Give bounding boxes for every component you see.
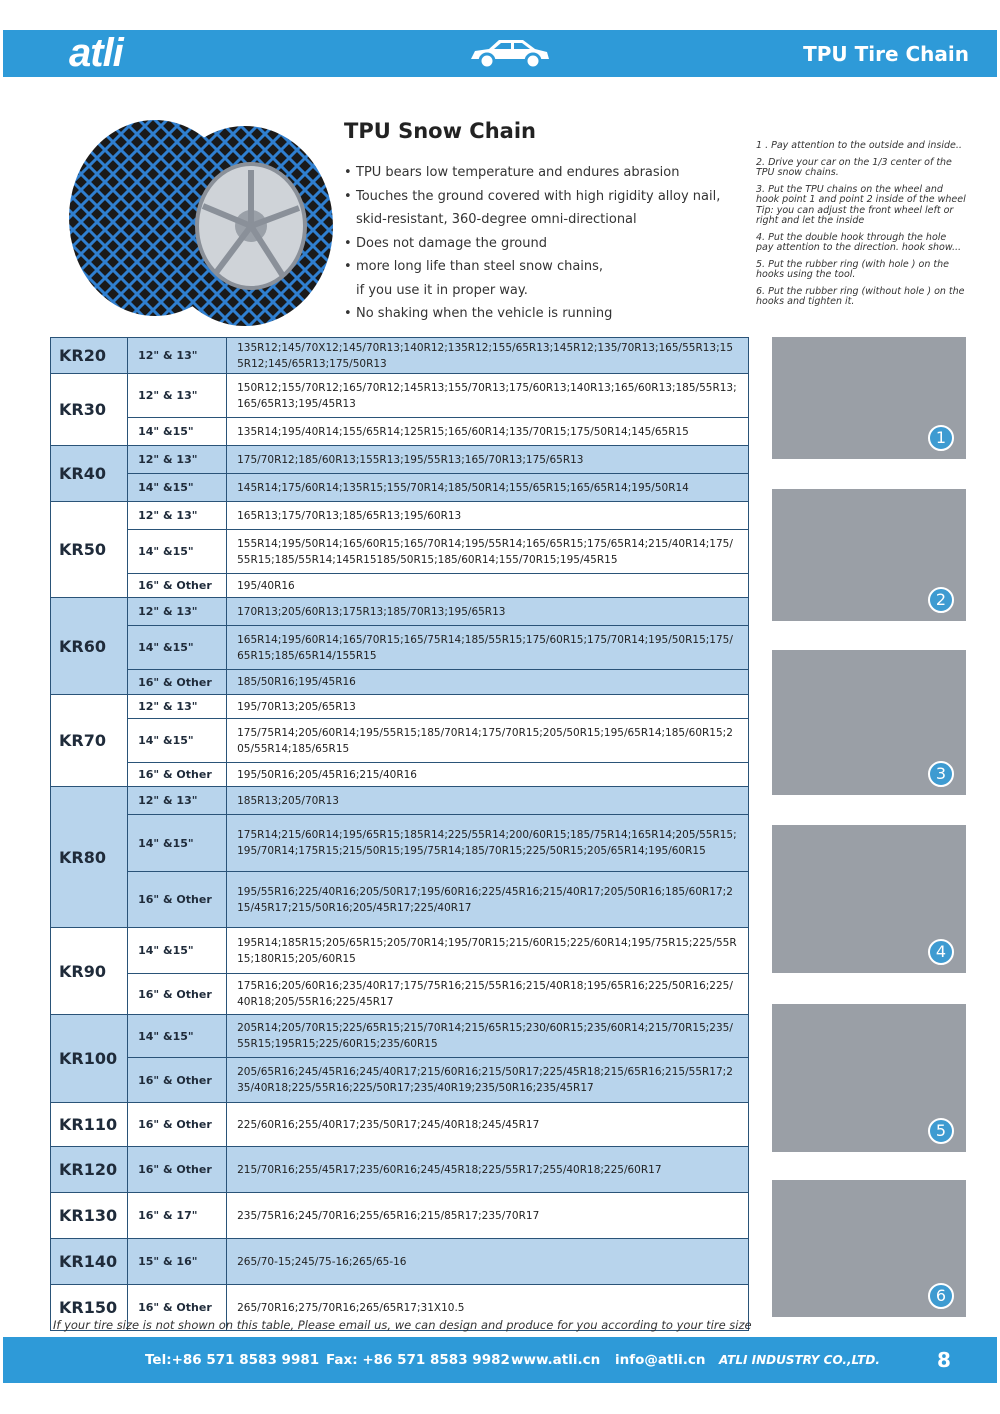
table-row	[51, 695, 749, 719]
model-cell: KR140	[51, 1239, 128, 1285]
rim-size-cell: 15" & 16"	[128, 1239, 227, 1285]
step-photo	[772, 825, 966, 973]
step-photo	[772, 489, 966, 621]
rim-size-cell: 14" &15"	[128, 1015, 227, 1058]
model-cell: KR20	[51, 338, 128, 374]
feature-item: • TPU bears low temperature and endures abrasion	[344, 165, 680, 180]
step-number: 1	[928, 425, 954, 451]
step-photo	[772, 1004, 966, 1152]
tire-sizes-cell: 195/55R16;225/40R16;205/50R17;195/60R16;225/45R16;215/40R17;205/50R16;185/60R17;215/45R17;215/50R16;205/45R17;225/40R17	[227, 872, 749, 928]
table-row	[51, 815, 749, 872]
rim-size-cell: 16" & Other	[128, 670, 227, 695]
step-item: 2. Drive your car on the 1/3 center of the TPU snow chains.	[756, 156, 952, 178]
step-number: 3	[928, 761, 954, 787]
tire-sizes-cell: 205R14;205/70R15;225/65R15;215/70R14;215/65R15;230/60R15;235/60R14;215/70R15;235/55R15;195R15;225/60R15;235/60R15	[227, 1015, 749, 1058]
tire-sizes-cell: 215/70R16;255/45R17;235/60R16;245/45R18;225/55R17;255/40R18;225/60R17	[227, 1147, 749, 1193]
step-item: 1 . Pay attention to the outside and inside..	[756, 140, 962, 151]
table-row	[51, 1239, 749, 1285]
website-link[interactable]: www.atli.cn	[511, 1352, 601, 1368]
tire-chain-illustration	[65, 118, 335, 328]
rim-size-cell: 12" & 13"	[128, 374, 227, 418]
table-row	[51, 474, 749, 502]
tire-sizes-cell: 185R13;205/70R13	[227, 787, 749, 815]
step-photo	[772, 337, 966, 459]
rim-size-cell: 12" & 13"	[128, 338, 227, 374]
model-cell: KR70	[51, 695, 128, 787]
feature-item: • No shaking when the vehicle is running	[344, 306, 613, 321]
table-row	[51, 626, 749, 670]
feature-item: if you use it in proper way.	[356, 282, 528, 298]
table-row	[51, 1147, 749, 1193]
step-number: 6	[928, 1283, 954, 1309]
table-row	[51, 719, 749, 763]
model-cell: KR130	[51, 1193, 128, 1239]
model-cell: KR110	[51, 1103, 128, 1147]
tire-sizes-cell: 175/75R14;205/60R14;195/55R15;185/70R14;175/70R15;205/50R15;195/65R14;185/60R15;205/55R14;185/65R15	[227, 719, 749, 763]
footer-bar	[3, 1337, 997, 1383]
rim-size-cell: 12" & 13"	[128, 787, 227, 815]
tire-sizes-cell: 235/75R16;245/70R16;255/65R16;215/85R17;235/70R17	[227, 1193, 749, 1239]
rim-size-cell: 14" &15"	[128, 530, 227, 574]
rim-size-cell: 14" &15"	[128, 626, 227, 670]
tire-sizes-cell: 205/65R16;245/45R16;245/40R17;215/60R16;215/50R17;225/45R18;215/65R16;215/55R17;235/40R18;225/55R16;225/50R17;235/40R19;235/50R16;235/45R17	[227, 1058, 749, 1103]
rim-size-cell: 14" &15"	[128, 474, 227, 502]
table-row	[51, 787, 749, 815]
table-row	[51, 502, 749, 530]
table-row	[51, 1015, 749, 1058]
size-table	[50, 337, 749, 1331]
rim-size-cell: 16" & Other	[128, 872, 227, 928]
step-item: 5. Put the rubber ring (with hole ) on the hooks using the tool.	[756, 258, 949, 280]
feature-list	[344, 161, 744, 326]
model-cell: KR90	[51, 928, 128, 1015]
tire-sizes-cell: 225/60R16;255/40R17;235/50R17;245/40R18;245/45R17	[227, 1103, 749, 1147]
tire-sizes-cell: 265/70-15;245/75-16;265/65-16	[227, 1239, 749, 1285]
step-item: 3. Put the TPU chains on the wheel and hook point 1 and point 2 inside of the wheel Tip: you can adjust the front wheel left or right and let the inside	[756, 183, 966, 226]
tire-sizes-cell: 145R14;175/60R14;135R15;155/70R14;185/50R14;155/65R15;165/65R14;195/50R14	[227, 474, 749, 502]
table-row	[51, 1058, 749, 1103]
table-row	[51, 1103, 749, 1147]
feature-item: • Touches the ground covered with high rigidity alloy nail,	[344, 188, 721, 204]
feature-item: • more long life than steel snow chains,	[344, 259, 604, 274]
tire-sizes-cell: 195/70R13;205/65R13	[227, 695, 749, 719]
model-cell: KR150	[51, 1285, 128, 1331]
email-link[interactable]: info@atli.cn	[615, 1352, 706, 1368]
table-row	[51, 872, 749, 928]
table-row	[51, 374, 749, 418]
fax-number: Fax: +86 571 8583 9982	[326, 1352, 510, 1368]
tire-sizes-cell: 265/70R16;275/70R16;265/65R17;31X10.5	[227, 1285, 749, 1331]
tire-sizes-cell: 195/40R16	[227, 574, 749, 598]
rim-size-cell: 16" & Other	[128, 974, 227, 1015]
tire-sizes-cell: 135R12;145/70X12;145/70R13;140R12;135R12;155/65R13;145R12;135/70R13;165/55R13;155R12;145/65R13;175/50R13	[227, 338, 749, 374]
header-title: TPU Tire Chain	[803, 42, 969, 66]
rim-size-cell: 12" & 13"	[128, 502, 227, 530]
tire-sizes-cell: 195R14;185R15;205/65R15;205/70R14;195/70R15;215/60R15;225/60R14;195/75R15;225/55R15;180R15;205/60R15	[227, 928, 749, 974]
tire-sizes-cell: 175/70R12;185/60R13;155R13;195/55R13;165/70R13;175/65R13	[227, 446, 749, 474]
rim-size-cell: 16" & Other	[128, 763, 227, 787]
tire-sizes-cell: 175R14;215/60R14;195/65R15;185R14;225/55R14;200/60R15;185/75R14;165R14;205/55R15;195/70R14;175R15;215/50R15;195/75R14;185/70R15;225/50R15;205/65R14;195/60R15	[227, 815, 749, 872]
table-row	[51, 763, 749, 787]
table-row	[51, 418, 749, 446]
phone-number: Tel:+86 571 8583 9981	[145, 1352, 320, 1368]
model-cell: KR120	[51, 1147, 128, 1193]
rim-size-cell: 16" & 17"	[128, 1193, 227, 1239]
tire-sizes-cell: 165R13;175/70R13;185/65R13;195/60R13	[227, 502, 749, 530]
step-number: 2	[928, 587, 954, 613]
model-cell: KR60	[51, 598, 128, 695]
step-photo	[772, 1180, 966, 1317]
model-cell: KR40	[51, 446, 128, 502]
tire-sizes-cell: 170R13;205/60R13;175R13;185/70R13;195/65R13	[227, 598, 749, 626]
table-row	[51, 1193, 749, 1239]
step-item: 6. Put the rubber ring (without hole ) on the hooks and tighten it.	[756, 285, 965, 307]
table-note: If your tire size is not shown on this table, Please email us, we can design and produce for you according to your tire size	[53, 1318, 752, 1332]
rim-size-cell: 12" & 13"	[128, 695, 227, 719]
feature-item: skid-resistant, 360-degree omni-directional	[356, 212, 637, 227]
rim-size-cell: 16" & Other	[128, 1058, 227, 1103]
model-cell: KR80	[51, 787, 128, 928]
step-number: 4	[928, 939, 954, 965]
tire-sizes-cell: 135R14;195/40R14;155/65R14;125R15;165/60R14;135/70R15;175/50R14;145/65R15	[227, 418, 749, 446]
model-cell: KR100	[51, 1015, 128, 1103]
table-row	[51, 338, 749, 374]
table-row	[51, 974, 749, 1015]
table-row	[51, 670, 749, 695]
rim-size-cell: 14" &15"	[128, 719, 227, 763]
header-bar	[3, 30, 997, 77]
rim-size-cell: 16" & Other	[128, 1147, 227, 1193]
installation-steps	[756, 141, 966, 314]
rim-size-cell: 14" &15"	[128, 928, 227, 974]
rim-size-cell: 16" & Other	[128, 574, 227, 598]
tire-sizes-cell: 155R14;195/50R14;165/60R15;165/70R14;195/55R14;165/65R15;175/65R14;215/40R14;175/55R15;185/55R14;145R15185/50R15;185/60R14;155/70R15;195/45R15	[227, 530, 749, 574]
step-item: 4. Put the double hook through the hole pay attention to the direction. hook show...	[756, 231, 962, 253]
tire-sizes-cell: 195/50R16;205/45R16;215/40R16	[227, 763, 749, 787]
table-row	[51, 530, 749, 574]
tire-sizes-cell: 165R14;195/60R14;165/70R15;165/75R14;185/55R15;175/60R15;175/70R14;195/50R15;175/65R15;185/65R14/155R15	[227, 626, 749, 670]
tire-sizes-cell: 150R12;155/70R12;165/70R12;145R13;155/70R13;175/60R13;140R13;165/60R13;185/55R13;165/65R13;195/45R13	[227, 374, 749, 418]
rim-size-cell: 14" &15"	[128, 418, 227, 446]
rim-size-cell: 12" & 13"	[128, 598, 227, 626]
intro-title: TPU Snow Chain	[344, 119, 536, 143]
step-photo	[772, 650, 966, 795]
model-cell: KR50	[51, 502, 128, 598]
step-number: 5	[928, 1118, 954, 1144]
table-row	[51, 446, 749, 474]
car-icon	[465, 35, 553, 73]
company-name: ATLI INDUSTRY CO.,LTD.	[719, 1353, 880, 1367]
table-row	[51, 574, 749, 598]
rim-size-cell: 14" &15"	[128, 815, 227, 872]
rim-size-cell: 16" & Other	[128, 1103, 227, 1147]
table-row	[51, 928, 749, 974]
brand-logo: atli	[69, 31, 123, 75]
rim-size-cell: 12" & 13"	[128, 446, 227, 474]
tire-sizes-cell: 175R16;205/60R16;235/40R17;175/75R16;215/55R16;215/40R18;195/65R16;225/50R16;225/40R18;205/55R16;225/45R17	[227, 974, 749, 1015]
table-row	[51, 598, 749, 626]
model-cell: KR30	[51, 374, 128, 446]
tire-sizes-cell: 185/50R16;195/45R16	[227, 670, 749, 695]
page-number: 8	[937, 1348, 951, 1372]
rim-size-cell: 16" & Other	[128, 1285, 227, 1331]
feature-item: • Does not damage the ground	[344, 235, 547, 251]
